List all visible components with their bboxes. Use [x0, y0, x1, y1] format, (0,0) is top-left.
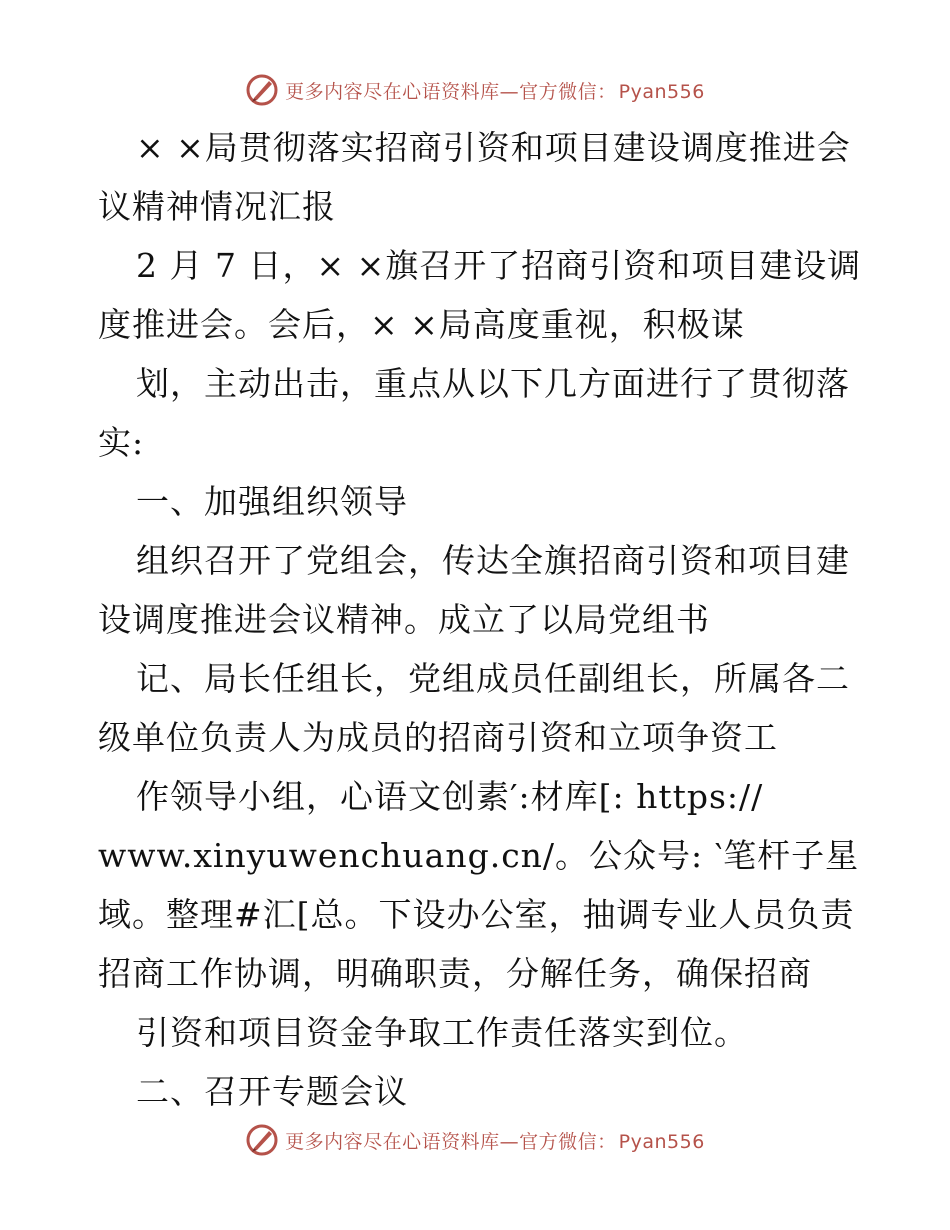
section-heading-1: 一、加强组织领导 — [136, 482, 408, 521]
paragraph-line: 招商工作协调，明确职责，分解任务，确保招商 — [98, 954, 812, 993]
banner-text — [285, 77, 705, 104]
paragraph-line: 引资和项目资金争取工作责任落实到位。 — [136, 1013, 748, 1052]
paragraph-line: 级单位负责人为成员的招商引资和立项争资工 — [98, 718, 778, 757]
banner-text — [285, 1127, 705, 1154]
title-line-1: × ×局贯彻落实招商引资和项目建设调度推进会 — [136, 128, 851, 167]
section-heading-2: 二、召开专题会议 — [136, 1072, 408, 1111]
header-watermark-banner — [0, 70, 950, 110]
banner-wechat-id: Pyan556 — [618, 1130, 705, 1153]
paragraph-line: 记、局长任组长，党组成员任副组长，所属各二 — [136, 659, 850, 698]
banner-slogan: 更多内容尽在心语资料库—官方微信： — [285, 1130, 617, 1153]
pen-logo-icon — [245, 1123, 279, 1157]
paragraph-line: 组织召开了党组会，传达全旗招商引资和项目建 — [136, 541, 850, 580]
paragraph-line: 作领导小组，心语文创素′:材库[: https:// — [136, 777, 764, 816]
document-body — [98, 118, 862, 1121]
banner-wechat-id: Pyan556 — [618, 80, 705, 103]
paragraph-line: 域。整理#汇[总。下设办公室，抽调专业人员负责 — [98, 895, 855, 934]
paragraph-line: 划，主动出击，重点从以下几方面进行了贯彻落 — [136, 364, 850, 403]
footer-watermark-banner — [0, 1120, 950, 1160]
paragraph-line: 实: — [98, 423, 145, 462]
paragraph-line: 度推进会。会后，× ×局高度重视，积极谋 — [98, 305, 745, 344]
banner-slogan: 更多内容尽在心语资料库—官方微信： — [285, 80, 617, 103]
paragraph-line: 2 月 7 日，× ×旗召开了招商引资和项目建设调 — [136, 246, 862, 285]
title-line-2: 议精神情况汇报 — [98, 187, 336, 226]
paragraph-line: www.xinyuwenchuang.cn/。公众号: ‵笔杆子星 — [98, 836, 860, 875]
paragraph-line: 设调度推进会议精神。成立了以局党组书 — [98, 600, 710, 639]
pen-logo-icon — [245, 73, 279, 107]
